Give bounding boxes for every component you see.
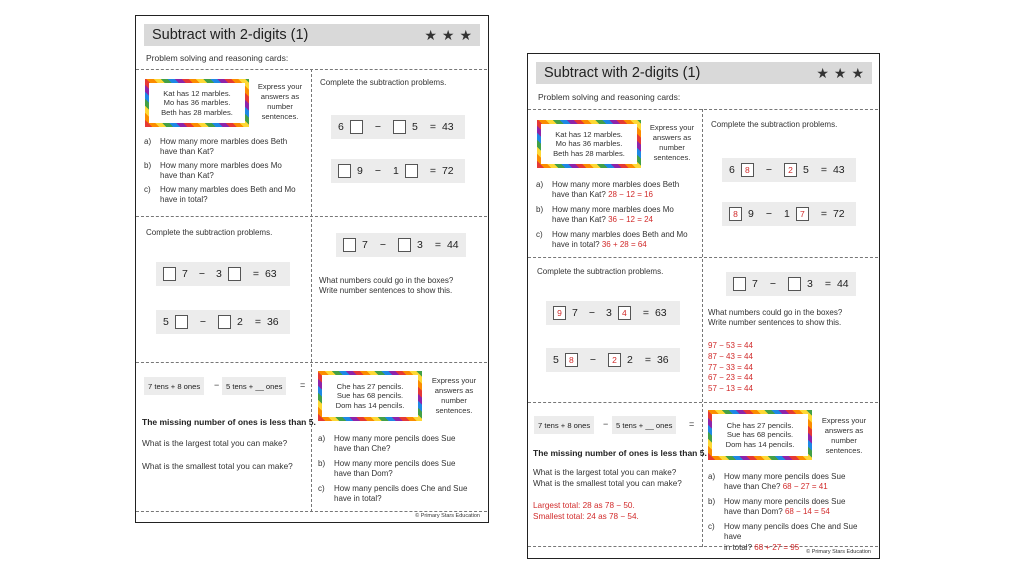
tens-answers: Largest total: 28 as 78 − 50. Smallest total: 24 as 78 − 54. (533, 501, 639, 521)
equals-sign: = (689, 419, 695, 429)
answer-box[interactable]: 7 (796, 207, 809, 221)
card-line: Che has 27 pencils. (336, 381, 404, 391)
boxes-question: What numbers could go in the boxes? Write number sentences to show this. (708, 308, 843, 328)
complete-heading: Complete the subtraction problems. (711, 120, 838, 129)
pencils-question-a: a) How many more pencils does Sue have than Che? (318, 434, 456, 454)
worksheet-questions (135, 15, 489, 523)
tens-expression-left: 7 tens + 8 ones (534, 416, 594, 434)
answer-box[interactable]: 8 (741, 163, 754, 177)
star-icon: ★ (441, 27, 455, 43)
equation: 5 8 − 2 2 = 36 (546, 348, 680, 372)
marbles-question-b: b) How many more marbles does Mo have than Kat? (144, 161, 282, 181)
minus-sign: − (603, 419, 609, 429)
tens-question: What is the largest total you can make? (142, 438, 288, 448)
instruction: Express your answers as number sentences. (431, 376, 477, 415)
marbles-card (537, 120, 641, 168)
card-line: Che has 27 pencils. (726, 420, 794, 430)
subtitle: Problem solving and reasoning cards: (146, 53, 289, 63)
title-bar (144, 24, 480, 46)
card-line: Mo has 36 marbles. (163, 98, 231, 108)
equation: 7 − 3 = 44 (726, 272, 856, 296)
star-icon: ★ (851, 65, 864, 81)
instruction: Express your answers as number sentences. (649, 123, 695, 162)
marbles-answer-b: b) How many more marbles does Mo have than Kat? 36 − 12 = 24 (536, 205, 674, 225)
boxes-question: What numbers could go in the boxes? Write number sentences to show this. (319, 276, 454, 296)
answer-box[interactable]: 2 (784, 163, 797, 177)
card-line: Dom has 14 pencils. (725, 439, 795, 449)
equation: 7 − 3 = 63 (156, 262, 290, 286)
marbles-answer-c: c) How many marbles does Beth and Mo have in total? 36 + 28 = 64 (536, 230, 688, 250)
answer-box[interactable] (218, 315, 231, 329)
answer-box[interactable] (350, 120, 363, 134)
equation: 6 − 5 = 43 (331, 115, 465, 139)
answer-box[interactable]: 2 (608, 353, 621, 367)
answer-box[interactable] (788, 277, 801, 291)
marbles-card (145, 79, 249, 127)
answer-box[interactable] (405, 164, 418, 178)
card-line: Beth has 28 marbles. (161, 107, 233, 117)
answer-box[interactable] (393, 120, 406, 134)
equation: 7 − 3 = 44 (336, 233, 466, 257)
difficulty-stars (424, 28, 472, 42)
star-icon: ★ (816, 65, 829, 81)
worksheet-title: Subtract with 2-digits (1) (544, 65, 701, 81)
answer-box[interactable]: 9 (553, 306, 566, 320)
equation: 5 − 2 = 36 (156, 310, 290, 334)
complete-heading: Complete the subtraction problems. (320, 78, 447, 87)
star-icon: ★ (833, 65, 847, 81)
complete-heading: Complete the subtraction problems. (537, 267, 664, 276)
card-line: Sue has 68 pencils. (336, 391, 404, 401)
pencils-answer-c: c) How many pencils does Che and Sue have in total? 68 + 27 = 95 (708, 522, 858, 552)
pencils-card (708, 410, 812, 460)
equals-sign: = (300, 380, 306, 390)
tens-expression-left: 7 tens + 8 ones (144, 377, 204, 395)
tens-statement: The missing number of ones is less than 5. (533, 448, 707, 458)
card-line: Mo has 36 marbles. (555, 139, 623, 149)
card-line: Dom has 14 pencils. (335, 400, 405, 410)
instruction: Express your answers as number sentences. (821, 416, 867, 455)
pencils-card (318, 371, 422, 421)
equation: 8 9 − 1 7 = 72 (722, 202, 856, 226)
tens-question: What is the smallest total you can make? (142, 461, 293, 471)
instruction: Express your answers as number sentences. (257, 82, 303, 121)
marbles-question-a: a) How many more marbles does Beth have than Kat? (144, 137, 288, 157)
equation: 6 8 − 2 5 = 43 (722, 158, 856, 182)
difficulty-stars (816, 66, 864, 80)
card-line: Kat has 12 marbles. (163, 88, 231, 98)
copyright: © Primary Stars Education (806, 549, 871, 555)
subtitle: Problem solving and reasoning cards: (538, 92, 681, 102)
star-icon: ★ (459, 27, 472, 43)
card-line: Sue has 68 pencils. (726, 430, 794, 440)
tens-expression-right: 5 tens + __ ones (222, 377, 286, 395)
equation: 9 − 1 = 72 (331, 159, 465, 183)
pencils-answer-b: b) How many more pencils does Sue have than Dom? 68 − 14 = 54 (708, 497, 846, 517)
answer-box[interactable]: 4 (618, 306, 631, 320)
answer-box[interactable] (398, 238, 411, 252)
answer-box[interactable]: 8 (565, 353, 578, 367)
title-bar (536, 62, 872, 84)
boxes-answers: 97 − 53 = 44 87 − 43 = 44 77 − 33 = 44 67 − 23 = 44 57 − 13 = 44 (708, 341, 753, 394)
copyright: © Primary Stars Education (415, 513, 480, 519)
pencils-question-b: b) How many more pencils does Sue have than Dom? (318, 459, 456, 479)
card-line: Beth has 28 marbles. (553, 148, 625, 158)
worksheet-title: Subtract with 2-digits (1) (152, 27, 309, 43)
marbles-question-c: c) How many marbles does Beth and Mo have in total? (144, 185, 296, 205)
tens-expression-right: 5 tens + __ ones (612, 416, 676, 434)
answer-box[interactable] (163, 267, 176, 281)
pencils-question-c: c) How many pencils does Che and Sue have in total? (318, 484, 468, 504)
marbles-answer-a: a) How many more marbles does Beth have than Kat? 28 − 12 = 16 (536, 180, 680, 200)
answer-box[interactable] (338, 164, 351, 178)
answer-box[interactable]: 8 (729, 207, 742, 221)
star-icon: ★ (424, 27, 437, 43)
minus-sign: − (214, 380, 220, 390)
answer-box[interactable] (343, 238, 356, 252)
pencils-answer-a: a) How many more pencils does Sue have than Che? 68 − 27 = 41 (708, 472, 846, 492)
answer-box[interactable] (733, 277, 746, 291)
tens-questions: What is the largest total you can make? What is the smallest total you can make? (533, 468, 682, 488)
worksheet-answers (527, 53, 880, 559)
answer-box[interactable] (228, 267, 241, 281)
card-line: Kat has 12 marbles. (555, 129, 623, 139)
equation: 9 7 − 3 4 = 63 (546, 301, 680, 325)
answer-box[interactable] (175, 315, 188, 329)
complete-heading: Complete the subtraction problems. (146, 228, 273, 237)
tens-statement: The missing number of ones is less than 5. (142, 417, 316, 427)
